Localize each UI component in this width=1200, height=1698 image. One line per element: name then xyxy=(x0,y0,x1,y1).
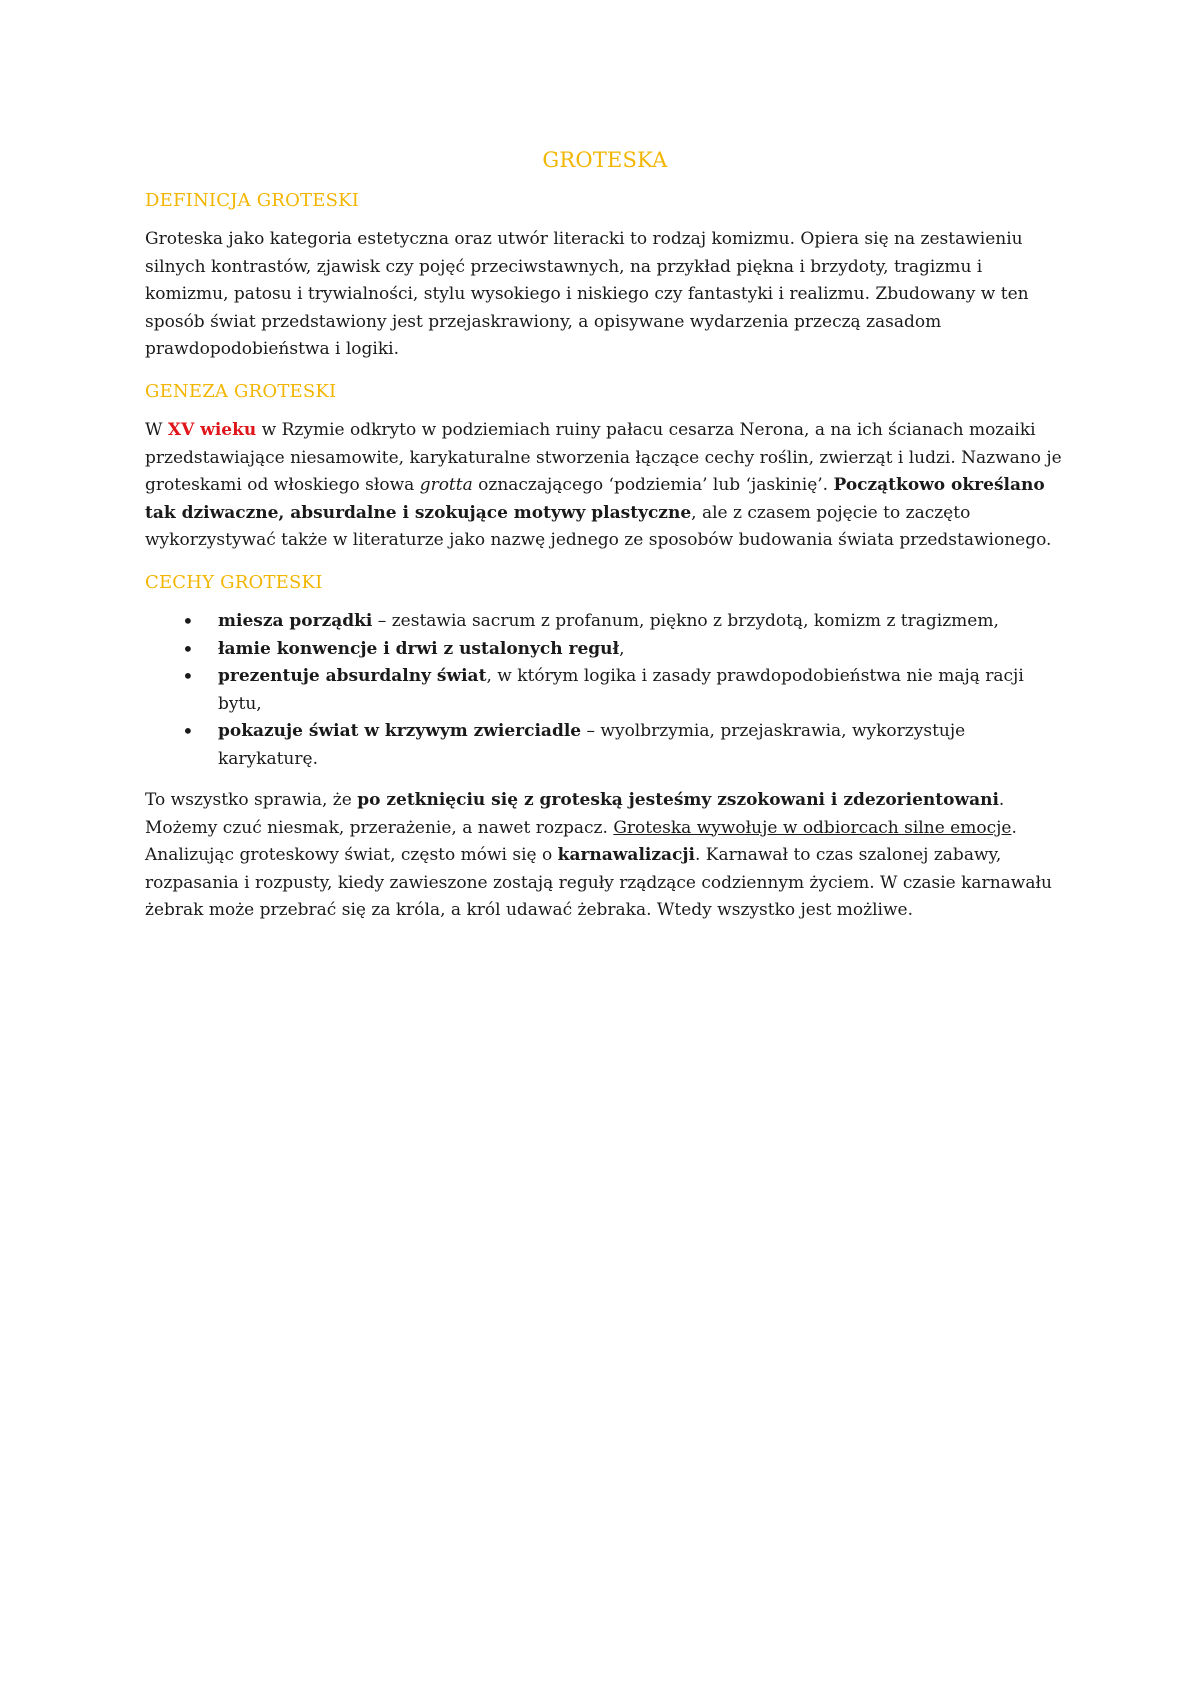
bold-phrase: po zetknięciu się z groteską jesteśmy zszokowani i zdezorientowani xyxy=(357,790,999,810)
highlight-century: XV wieku xyxy=(167,420,257,440)
feature-list xyxy=(145,608,1065,773)
list-item-text: – wyolbrzymia, przejaskrawia, wykorzystuje karykaturę. xyxy=(218,721,966,769)
heading-cechy: CECHY GROTESKI xyxy=(145,571,323,593)
underlined-phrase: Groteska wywołuje w odbiorcach silne emocje xyxy=(613,817,1012,838)
paragraph-geneza xyxy=(145,417,1065,555)
paragraph-closing xyxy=(145,787,1065,925)
paragraph-definicja: Groteska jako kategoria estetyczna oraz utwór literacki to rodzaj komizmu. Opiera się na zestawieniu silnych kontrastów, zjawisk czy pojęć przeciwstawnych, na przykład piękna i brzydoty, tragizmu i komizmu, patosu i trywialności, stylu wysokiego i niskiego czy fantastyki i realizmu. Zbudowany w ten sposób świat przedstawiony jest przejaskrawiony, a opisywane wydarzenia przeczą zasadom prawdopodobieństwa i logiki. xyxy=(145,229,1029,359)
heading-geneza: GENEZA GROTESKI xyxy=(145,380,337,402)
text-run: , ale z czasem pojęcie to zaczęto wykorzystywać także w literaturze jako nazwę jednego ze sposobów budowania świata przedstawionego. xyxy=(145,502,1052,550)
list-item xyxy=(218,636,1065,664)
bold-phrase: Początkowo określano tak dziwaczne, absurdalne i szokujące motywy plastyczne xyxy=(145,475,1045,523)
text-run: w Rzymie odkryto w podziemiach ruiny pałacu cesarza Nerona, a na ich ścianach mozaiki przedstawiające niesamowite, karykaturalne stworzenia łączące cechy roślin, zwierząt i ludzi. Nazwano je groteskami od włoskiego słowa xyxy=(145,420,1062,495)
text-run: oznaczającego ‘podziemia’ lub ‘jaskinię’. xyxy=(472,475,834,495)
text-run: . Analizując groteskowy świat, często mówi się o xyxy=(145,817,1017,865)
list-item-text: , w którym logika i zasady prawdopodobieństwa nie mają racji bytu, xyxy=(218,666,1024,714)
list-item-bold: pokazuje świat w krzywym zwierciadle xyxy=(218,721,582,741)
list-item-bold: łamie konwencje i drwi z ustalonych reguł xyxy=(218,638,620,659)
bold-term: karnawalizacji xyxy=(557,845,695,865)
text-run: . Karnawał to czas szalonej zabawy, rozpasania i rozpusty, kiedy zawieszone zostają reguły rządzące codziennym życiem. W czasie karnawału żebrak może przebrać się za króla, a król udawać żebraka. Wtedy wszystko jest możliwe. xyxy=(145,845,1052,920)
list-item xyxy=(218,608,1065,636)
list-item xyxy=(218,718,1065,773)
list-item-text: , xyxy=(619,638,625,659)
document-page xyxy=(145,132,1065,939)
heading-definicja: DEFINICJA GROTESKI xyxy=(145,189,360,211)
list-item xyxy=(218,663,1065,718)
text-run: To wszystko sprawia, że xyxy=(145,790,358,810)
document-title: GROTESKA xyxy=(542,148,668,172)
text-run: . Możemy czuć niesmak, przerażenie, a nawet rozpacz. xyxy=(145,790,1005,838)
text-run: W xyxy=(145,420,168,440)
list-item-text: – zestawia sacrum z profanum, piękno z brzydotą, komizm z tragizmem, xyxy=(372,611,999,631)
list-item-bold: prezentuje absurdalny świat xyxy=(218,666,487,686)
italic-word: grotta xyxy=(419,475,473,495)
list-item-bold: miesza porządki xyxy=(218,611,373,631)
